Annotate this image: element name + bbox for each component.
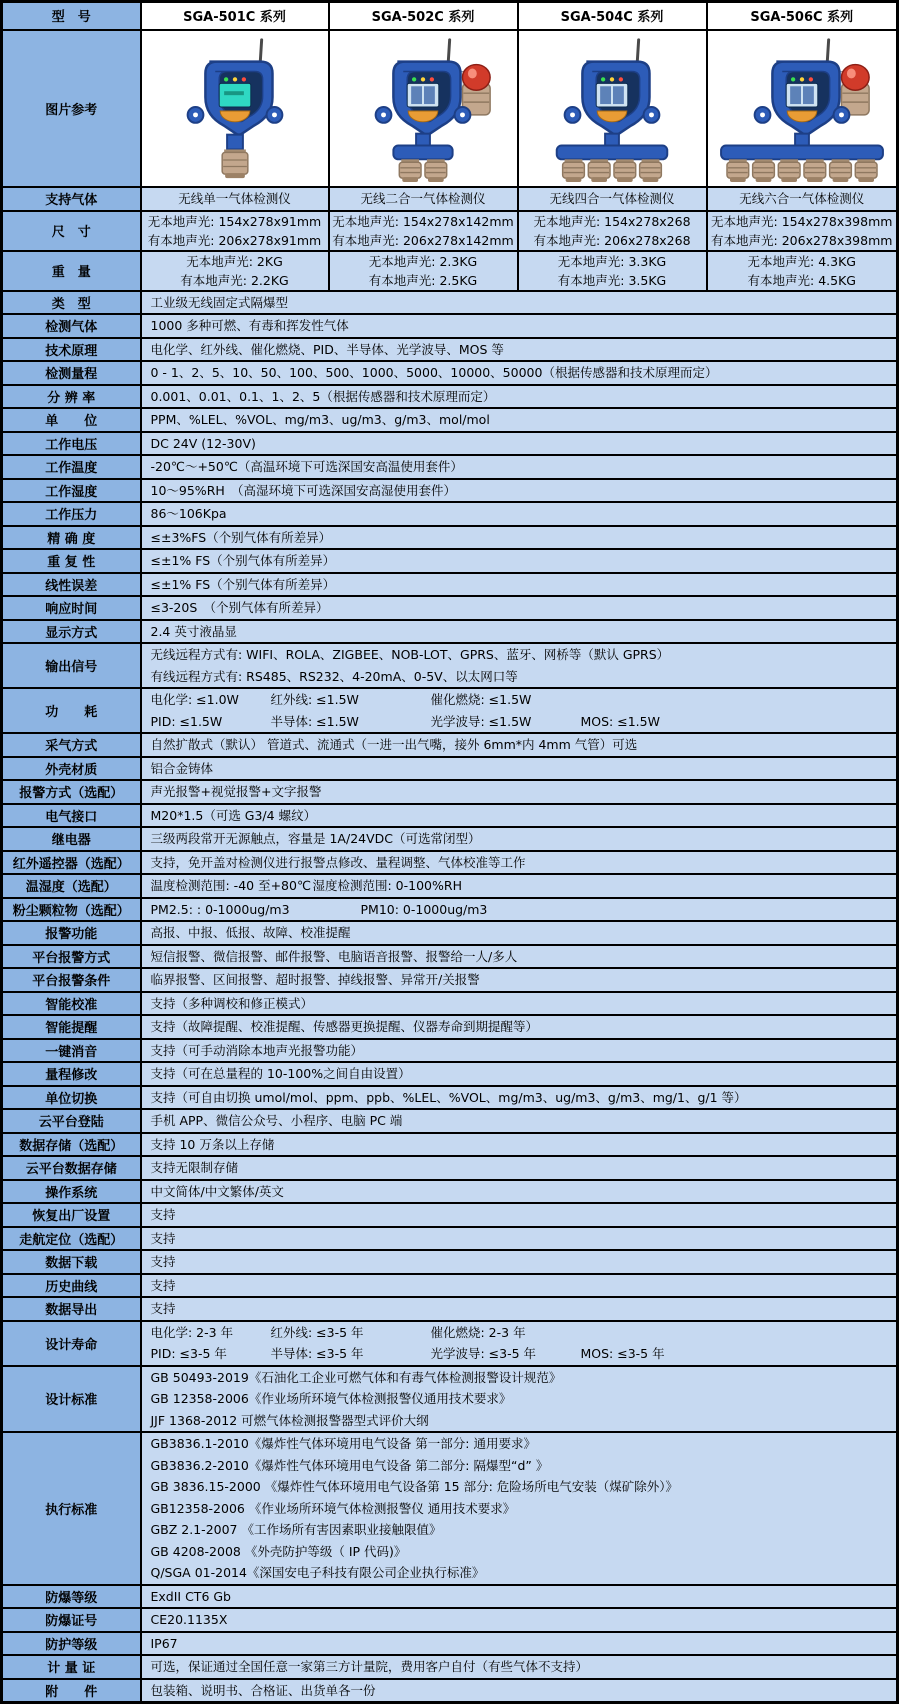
- spec-row: [2, 992, 898, 1016]
- row-label-image: 图片参考: [2, 30, 141, 187]
- row-label: 走航定位（选配）: [2, 1227, 141, 1251]
- row-label: 操作系统: [2, 1180, 141, 1204]
- spec-row: [2, 1274, 898, 1298]
- row-label: 重 复 性: [2, 549, 141, 573]
- row-label: 智能提醒: [2, 1015, 141, 1039]
- spec-value-cell: [141, 1321, 898, 1366]
- row-label: 线性误差: [2, 573, 141, 597]
- model-header: SGA-504C 系列: [518, 2, 707, 30]
- spec-row: [2, 1585, 898, 1609]
- spec-value-cell: [141, 1585, 898, 1609]
- spec-segment: 红外线: ≤3-5 年: [270, 1324, 364, 1340]
- spec-row: [2, 502, 898, 526]
- model-value-line: 无本地声光: 3.3KG: [557, 253, 667, 269]
- row-label: 支持气体: [2, 187, 141, 211]
- spec-value-cell: [141, 1297, 898, 1321]
- spec-value-cell: [141, 1274, 898, 1298]
- model-value-cell: [707, 211, 898, 251]
- spec-segment: 电化学: 2-3 年: [150, 1324, 234, 1340]
- row-label: 云平台登陆: [2, 1109, 141, 1133]
- spec-line: 支持（故障提醒、校准提醒、传感器更换提醒、仪器寿命到期提醒等）: [150, 1019, 539, 1034]
- spec-value-cell: [141, 898, 898, 922]
- spec-row: [2, 968, 898, 992]
- spec-row: [2, 432, 898, 456]
- spec-line: 0 - 1、2、5、10、50、100、500、1000、5000、10000、50000（根据传感器和技术原理而定）: [150, 365, 718, 380]
- spec-line: ≤±3%FS（个别气体有所差异）: [150, 529, 332, 545]
- row-label: 执行标准: [2, 1432, 141, 1585]
- model-value-line: 无本地声光: 2KG: [186, 253, 283, 269]
- model-value-cell: [141, 187, 329, 211]
- spec-line: 支持（多种调校和修正模式）: [150, 995, 314, 1011]
- spec-value-cell: [141, 921, 898, 945]
- row-label: 外壳材质: [2, 757, 141, 781]
- spec-line: 铝合金铸体: [150, 760, 214, 776]
- row-label: 功 耗: [2, 688, 141, 733]
- row-label: 数据导出: [2, 1297, 141, 1321]
- model-value-line: 有本地声光: 3.5KG: [557, 272, 667, 288]
- model-value-cell: [329, 211, 518, 251]
- spec-line: ≤3-20S （个别气体有所差异）: [150, 600, 329, 615]
- spec-segment: PID: ≤1.5W: [150, 713, 223, 729]
- spec-value-cell: [141, 408, 898, 432]
- spec-row: [2, 804, 898, 828]
- row-label: 设计标准: [2, 1366, 141, 1433]
- row-label: 设计寿命: [2, 1321, 141, 1366]
- spec-row: [2, 1632, 898, 1656]
- spec-line: 10～95%RH （高湿环境下可选深国安高湿使用套件）: [150, 482, 457, 498]
- spec-line: 声光报警+视觉报警+文字报警: [150, 784, 322, 799]
- spec-line: [151, 1343, 893, 1365]
- spec-value-cell: [141, 385, 898, 409]
- row-label: 检测气体: [2, 314, 141, 338]
- spec-segment: PID: ≤3-5 年: [150, 1346, 227, 1361]
- row-label: 温湿度（选配）: [2, 874, 141, 898]
- spec-value-cell: [141, 1227, 898, 1251]
- device-image-cell: [329, 30, 518, 187]
- spec-row: [2, 1432, 898, 1585]
- row-label: 精 确 度: [2, 526, 141, 550]
- spec-row: [2, 1062, 898, 1086]
- alarm-beacon: [462, 65, 490, 91]
- row-label: 单位切换: [2, 1086, 141, 1110]
- spec-segment: 光学波导: ≤3-5 年: [430, 1346, 537, 1361]
- spec-line: [151, 875, 893, 897]
- device-image-sga-501c: [145, 32, 325, 184]
- spec-row: [2, 1039, 898, 1063]
- spec-line: [151, 711, 893, 733]
- spec-line: 三级两段常开无源触点，容量是 1A/24VDC（可选常闭型）: [150, 831, 481, 846]
- model-value-line: 无线二合一气体检测仪: [360, 191, 486, 206]
- model-value-line: 无本地声光: 154x278x268: [533, 213, 691, 229]
- spec-line: CE20.1135X: [150, 1612, 228, 1627]
- spec-line: 1000 多种可燃、有毒和挥发性气体: [150, 318, 349, 333]
- spec-row: [2, 757, 898, 781]
- spec-line: 支持（可在总量程的 10-100%之间自由设置）: [150, 1066, 411, 1081]
- spec-line: -20℃～+50℃（高温环境下可选深国安高温使用套件）: [150, 459, 463, 474]
- spec-value-cell: [141, 1632, 898, 1656]
- row-label: 工作温度: [2, 455, 141, 479]
- spec-row: [2, 1297, 898, 1321]
- row-label: 一键消音: [2, 1039, 141, 1063]
- spec-line: 无线远程方式有: WIFI、ROLA、ZIGBEE、NOB-LOT、GPRS、蓝牙、网桥等（默认 GPRS）: [150, 647, 670, 662]
- spec-value-cell: [141, 1432, 898, 1585]
- model-spec-row: [2, 211, 898, 251]
- spec-value-cell: [141, 479, 898, 503]
- spec-line: GB3836.1-2010《爆炸性气体环境用电气设备 第一部分: 通用要求》: [150, 1436, 536, 1451]
- sensor-manifold: [721, 146, 883, 160]
- spec-segment: 电化学: ≤1.0W: [150, 692, 239, 707]
- sensor-manifold: [557, 146, 668, 160]
- spec-segment: PM2.5: : 0-1000ug/m3: [150, 901, 290, 917]
- spec-row: [2, 1086, 898, 1110]
- model-value-cell: [329, 251, 518, 291]
- spec-line: 可选，保证通过全国任意一家第三方计量院，费用客户自付（有些气体不支持）: [150, 1659, 589, 1674]
- spec-line: 2.4 英寸液晶显: [150, 623, 237, 639]
- model-spec-row: [2, 187, 898, 211]
- row-label: 恢复出厂设置: [2, 1203, 141, 1227]
- spec-value-cell: [141, 361, 898, 385]
- spec-segment: 半导体: ≤3-5 年: [270, 1346, 364, 1361]
- spec-segment: 温度检测范围: -40 至+80℃: [150, 878, 311, 893]
- spec-value-cell: [141, 1655, 898, 1679]
- spec-row: [2, 596, 898, 620]
- spec-line: 支持（可手动消除本地声光报警功能）: [150, 1042, 364, 1058]
- spec-segment: 半导体: ≤1.5W: [270, 713, 359, 729]
- spec-line: 支持: [150, 1277, 176, 1293]
- spec-line: 自然扩散式（默认） 管道式、流通式（一进一出气嘴，接外 6mm*内 4mm 气管）可选: [150, 737, 638, 752]
- spec-line: GB 12358-2006《作业场所环境气体检测报警仪通用技术要求》: [150, 1391, 512, 1406]
- spec-row: [2, 1180, 898, 1204]
- spec-value-cell: [141, 1366, 898, 1433]
- spec-value-cell: [141, 780, 898, 804]
- image-row: [2, 30, 898, 187]
- spec-value-cell: [141, 827, 898, 851]
- spec-line: GB 3836.15-2000 《爆炸性气体环境用电气设备第 15 部分: 危险场所电气安装（煤矿除外）》: [150, 1479, 679, 1494]
- model-value-line: 无线六合一气体检测仪: [739, 191, 865, 206]
- spec-row: [2, 549, 898, 573]
- spec-value-cell: [141, 1133, 898, 1157]
- spec-line: [151, 899, 893, 921]
- model-value-line: 无本地声光: 154x278x91mm: [147, 213, 322, 229]
- model-value-line: 无本地声光: 2.3KG: [368, 253, 478, 269]
- spec-row: [2, 573, 898, 597]
- spec-value-cell: [141, 596, 898, 620]
- spec-segment: 催化燃烧: ≤1.5W: [430, 692, 532, 707]
- model-header: SGA-506C 系列: [707, 2, 898, 30]
- spec-line: 支持 10 万条以上存储: [150, 1136, 275, 1152]
- spec-value-cell: [141, 1015, 898, 1039]
- model-value-line: 有本地声光: 2.2KG: [180, 272, 289, 288]
- spec-row: [2, 898, 898, 922]
- spec-value-cell: [141, 643, 898, 688]
- spec-row: [2, 620, 898, 644]
- spec-row: [2, 1015, 898, 1039]
- spec-row: [2, 338, 898, 362]
- model-header: SGA-501C 系列: [141, 2, 329, 30]
- row-label: 平台报警方式: [2, 945, 141, 969]
- row-label: 防护等级: [2, 1632, 141, 1656]
- spec-row: [2, 874, 898, 898]
- row-label: 响应时间: [2, 596, 141, 620]
- model-value-cell: [141, 211, 329, 251]
- device-image-cell: [141, 30, 329, 187]
- row-label: 采气方式: [2, 733, 141, 757]
- spec-line: 有线远程方式有: RS485、RS232、4-20mA、0-5V、以太网口等: [150, 668, 518, 684]
- model-value-line: 有本地声光: 206x278x142mm: [332, 232, 514, 248]
- spec-row: [2, 921, 898, 945]
- model-value-line: 有本地声光: 2.5KG: [368, 272, 478, 288]
- spec-row: [2, 291, 898, 315]
- row-label: 历史曲线: [2, 1274, 141, 1298]
- spec-line: Q/SGA 01-2014《深国安电子科技有限公司企业执行标准》: [150, 1565, 485, 1580]
- model-value-line: 无本地声光: 4.3KG: [747, 253, 856, 269]
- model-value-line: 无本地声光: 154x278x398mm: [711, 213, 893, 229]
- spec-value-cell: [141, 688, 898, 733]
- model-header: SGA-502C 系列: [329, 2, 518, 30]
- spec-segment: MOS: ≤3-5 年: [580, 1346, 665, 1361]
- spec-line: IP67: [150, 1635, 178, 1651]
- spec-row: [2, 1655, 898, 1679]
- row-label: 单 位: [2, 408, 141, 432]
- spec-row: [2, 1109, 898, 1133]
- spec-line: DC 24V (12-30V): [150, 435, 256, 451]
- spec-row: [2, 827, 898, 851]
- spec-line: 中文简体/中文繁体/英文: [150, 1183, 284, 1199]
- model-value-line: 有本地声光: 206x278x268: [533, 232, 691, 248]
- spec-value-cell: [141, 1086, 898, 1110]
- row-label: 防爆等级: [2, 1585, 141, 1609]
- spec-line: GB3836.2-2010《爆炸性气体环境用电气设备 第二部分: 隔爆型“d” 》: [150, 1457, 549, 1473]
- spec-value-cell: [141, 1156, 898, 1180]
- spec-line: 手机 APP、微信公众号、小程序、电脑 PC 端: [150, 1113, 403, 1128]
- spec-line: ≤±1% FS（个别气体有所差异）: [150, 553, 336, 568]
- spec-row: [2, 733, 898, 757]
- spec-row: [2, 688, 898, 733]
- spec-row: [2, 1321, 898, 1366]
- row-label: 工作湿度: [2, 479, 141, 503]
- spec-row: [2, 1608, 898, 1632]
- spec-line: JJF 1368-2012 可燃气体检测报警器型式评价大纲: [150, 1412, 429, 1428]
- row-label: 附 件: [2, 1679, 141, 1703]
- spec-line: GBZ 2.1-2007 《工作场所有害因素职业接触限值》: [150, 1522, 442, 1537]
- spec-row: [2, 479, 898, 503]
- device-image-sga-506c: [712, 32, 892, 184]
- row-label: 防爆证号: [2, 1608, 141, 1632]
- row-label: 输出信号: [2, 643, 141, 688]
- spec-line: 支持: [150, 1207, 176, 1222]
- spec-line: 支持，免开盖对检测仪进行报警点修改、量程调整、气体校准等工作: [150, 854, 526, 870]
- spec-line: PPM、%LEL、%VOL、mg/m3、ug/m3、g/m3、mol/mol: [150, 412, 490, 427]
- row-label: 红外遥控器（选配）: [2, 851, 141, 875]
- spec-value-cell: [141, 1109, 898, 1133]
- spec-segment: 湿度检测范围: 0-100%RH: [312, 878, 462, 893]
- row-label: 智能校准: [2, 992, 141, 1016]
- spec-value-cell: [141, 338, 898, 362]
- spec-segment: 光学波导: ≤1.5W: [430, 713, 532, 729]
- row-label: 继电器: [2, 827, 141, 851]
- row-label: 重 量: [2, 251, 141, 291]
- model-value-cell: [518, 187, 707, 211]
- model-value-line: 有本地声光: 4.5KG: [747, 272, 856, 288]
- spec-value-cell: [141, 314, 898, 338]
- spec-value-cell: [141, 502, 898, 526]
- spec-value-cell: [141, 1039, 898, 1063]
- spec-row: [2, 851, 898, 875]
- spec-line: 短信报警、微信报警、邮件报警、电脑语音报警、报警给一人/多人: [150, 948, 518, 964]
- spec-row: [2, 385, 898, 409]
- row-label: 报警功能: [2, 921, 141, 945]
- model-value-cell: [329, 187, 518, 211]
- spec-row: [2, 455, 898, 479]
- spec-row: [2, 1203, 898, 1227]
- spec-value-cell: [141, 874, 898, 898]
- device-image-sga-504c: [522, 32, 702, 184]
- sensor-manifold: [393, 146, 452, 160]
- row-label: 检测量程: [2, 361, 141, 385]
- model-value-cell: [141, 251, 329, 291]
- spec-value-cell: [141, 1062, 898, 1086]
- spec-value-cell: [141, 992, 898, 1016]
- model-value-line: 有本地声光: 206x278x398mm: [711, 232, 893, 248]
- spec-row: [2, 1679, 898, 1703]
- row-label: 云平台数据存储: [2, 1156, 141, 1180]
- spec-value-cell: [141, 757, 898, 781]
- spec-value-cell: [141, 851, 898, 875]
- spec-row: [2, 1227, 898, 1251]
- spec-row: [2, 945, 898, 969]
- row-label: 显示方式: [2, 620, 141, 644]
- spec-line: GB 50493-2019《石油化工企业可燃气体和有毒气体检测报警设计规范》: [150, 1369, 562, 1385]
- spec-line: 支持: [150, 1230, 176, 1246]
- row-label-model: 型 号: [2, 2, 141, 30]
- row-label: 工作电压: [2, 432, 141, 456]
- spec-row: [2, 361, 898, 385]
- spec-line: 86～106Kpa: [150, 506, 227, 521]
- row-label: 平台报警条件: [2, 968, 141, 992]
- spec-value-cell: [141, 1608, 898, 1632]
- spec-line: 临界报警、区间报警、超时报警、掉线报警、异常开/关报警: [150, 972, 480, 987]
- spec-row: [2, 1366, 898, 1433]
- spec-segment: 催化燃烧: 2-3 年: [430, 1324, 526, 1340]
- row-label: 分 辨 率: [2, 385, 141, 409]
- spec-value-cell: [141, 804, 898, 828]
- model-value-cell: [707, 251, 898, 291]
- row-label: 工作压力: [2, 502, 141, 526]
- spec-value-cell: [141, 573, 898, 597]
- spec-line: 0.001、0.01、0.1、1、2、5（根据传感器和技术原理而定）: [150, 388, 496, 404]
- model-value-line: 无线单一气体检测仪: [178, 191, 291, 206]
- row-label: 技术原理: [2, 338, 141, 362]
- spec-value-cell: [141, 968, 898, 992]
- model-value-line: 无线四合一气体检测仪: [549, 191, 675, 206]
- spec-line: 高报、中报、低报、故障、校准提醒: [150, 925, 351, 940]
- row-label: 计 量 证: [2, 1655, 141, 1679]
- device-image-cell: [707, 30, 898, 187]
- spec-value-cell: [141, 1250, 898, 1274]
- model-spec-row: [2, 251, 898, 291]
- spec-row: [2, 408, 898, 432]
- spec-line: 支持: [150, 1301, 176, 1316]
- spec-value-cell: [141, 1203, 898, 1227]
- spec-value-cell: [141, 733, 898, 757]
- row-label: 粉尘颗粒物（选配）: [2, 898, 141, 922]
- row-label: 类 型: [2, 291, 141, 315]
- spec-line: ExdII CT6 Gb: [150, 1588, 231, 1604]
- spec-line: GB12358-2006 《作业场所环境气体检测报警仪 通用技术要求》: [150, 1500, 516, 1516]
- spec-line: [151, 689, 893, 711]
- spec-row: [2, 780, 898, 804]
- device-image-sga-502c: [333, 32, 513, 184]
- spec-value-cell: [141, 432, 898, 456]
- spec-segment: MOS: ≤1.5W: [580, 713, 660, 729]
- spec-line: GB 4208-2008 《外壳防护等级（ IP 代码)》: [150, 1543, 407, 1559]
- row-label: 电气接口: [2, 804, 141, 828]
- spec-value-cell: [141, 1679, 898, 1703]
- model-value-cell: [707, 187, 898, 211]
- spec-value-cell: [141, 1180, 898, 1204]
- row-label: 报警方式（选配）: [2, 780, 141, 804]
- device-image-cell: [518, 30, 707, 187]
- alarm-beacon: [841, 65, 869, 91]
- row-label: 量程修改: [2, 1062, 141, 1086]
- spec-value-cell: [141, 455, 898, 479]
- spec-row: [2, 526, 898, 550]
- spec-segment: 红外线: ≤1.5W: [270, 692, 359, 707]
- spec-line: 支持: [150, 1254, 176, 1269]
- header-row: [2, 2, 898, 30]
- spec-line: 支持无限制存储: [150, 1160, 239, 1175]
- spec-line: 电化学、红外线、催化燃烧、PID、半导体、光学波导、MOS 等: [150, 341, 504, 357]
- spec-row: [2, 1250, 898, 1274]
- row-label: 数据存储（选配）: [2, 1133, 141, 1157]
- model-value-line: 无本地声光: 154x278x142mm: [332, 213, 514, 229]
- spec-row: [2, 314, 898, 338]
- spec-line: [151, 1322, 893, 1344]
- spec-value-cell: [141, 945, 898, 969]
- spec-segment: PM10: 0-1000ug/m3: [360, 901, 488, 917]
- spec-line: M20*1.5（可选 G3/4 螺纹）: [150, 807, 317, 823]
- spec-line: ≤±1% FS（个别气体有所差异）: [150, 576, 336, 592]
- spec-value-cell: [141, 526, 898, 550]
- spec-row: [2, 1133, 898, 1157]
- spec-line: 支持（可自由切换 umol/mol、ppm、ppb、%LEL、%VOL、mg/m3、ug/m3、g/m3、mg/1、g/1 等）: [150, 1089, 747, 1105]
- spec-value-cell: [141, 620, 898, 644]
- row-label: 数据下载: [2, 1250, 141, 1274]
- spec-value-cell: [141, 549, 898, 573]
- spec-row: [2, 1156, 898, 1180]
- spec-row: [2, 643, 898, 688]
- model-value-cell: [518, 211, 707, 251]
- spec-line: 工业级无线固定式隔爆型: [150, 294, 289, 310]
- model-value-cell: [518, 251, 707, 291]
- row-label: 尺 寸: [2, 211, 141, 251]
- model-value-line: 有本地声光: 206x278x91mm: [147, 232, 322, 248]
- spec-value-cell: [141, 291, 898, 315]
- spec-line: 包装箱、说明书、合格证、出货单各一份: [150, 1682, 376, 1698]
